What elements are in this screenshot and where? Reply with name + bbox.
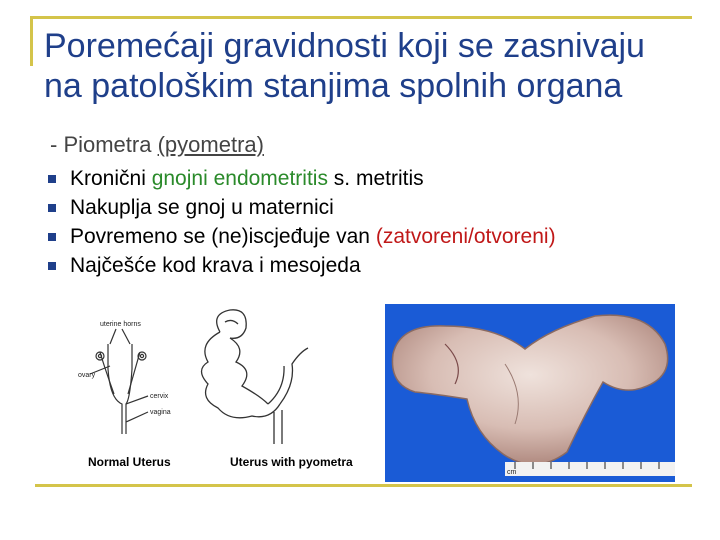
label-uterine-horns: uterine horns [100,321,141,328]
pyometra-uterus-drawing [202,310,309,444]
label-ovary: ovary [78,372,96,379]
subheading-prefix: - Piometra [50,132,158,157]
frame-left-border [30,16,33,66]
bullet-list [44,165,556,281]
label-cervix: cervix [150,393,169,400]
ruler [505,462,675,476]
specimen-tissue [392,315,667,464]
bullet-square-icon [48,262,56,270]
normal-uterus-drawing [90,329,148,434]
frame-top-border [30,16,692,19]
label-vagina: vagina [150,409,171,416]
bullet-square-icon [48,233,56,241]
bullet-square-icon [48,204,56,212]
uterus-diagram [70,304,380,479]
specimen-photo-svg [385,304,675,482]
highlight-green: gnojni endometritis [151,167,328,190]
bullet-item: Najčešće kod krava i mesojeda [44,252,556,281]
caption-uterus-pyometra: Uterus with pyometra [230,455,353,469]
bullet-item: Nakuplja se gnoj u maternici [44,194,556,223]
frame-bottom-border [35,484,692,487]
slide-title: Poremećaji gravidnosti koji se zasnivaju na patološkim stanjima spolnih organa [44,27,645,105]
pyometra-specimen-photo [385,304,675,482]
uterus-diagram-svg [70,304,380,479]
bullet-square-icon [48,175,56,183]
ruler-unit-label: cm [507,469,517,476]
subheading [50,132,264,158]
highlight-red: (zatvoreni/otvoreni) [375,225,556,248]
subheading-paren: (pyometra) [157,132,264,157]
bullet-item: Kronični gnojni endometritis s. metritis [44,165,556,194]
bullet-item: Povremeno se (ne)iscjeđuje van (zatvoreni/otvoreni) [44,223,556,252]
caption-normal-uterus: Normal Uterus [88,455,171,469]
